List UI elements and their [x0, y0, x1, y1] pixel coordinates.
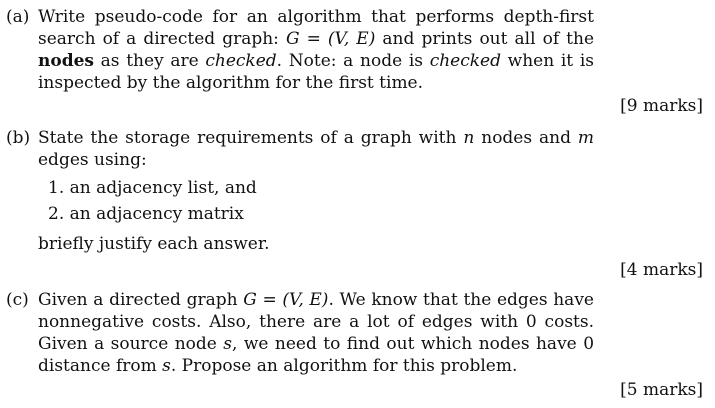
math-expression: 0 [583, 334, 595, 354]
text-run: when it is inspected by the algorithm for the first time. [38, 51, 594, 93]
marks-label: [5 marks] [620, 380, 703, 400]
bold-term: nodes [38, 51, 94, 71]
text-run: . We know that the edges have nonnegative costs. Also, there are a lot of edges with [38, 290, 594, 332]
text-run: nodes and [474, 128, 578, 148]
text-run: and prints out all of the [375, 29, 595, 49]
text-run: Write pseudo-code for an algorithm that performs depth-first search of a directed graph: [38, 7, 594, 49]
math-expression: s [223, 334, 232, 354]
emphasis-term: checked [205, 51, 277, 71]
text-run: costs. Given a source node [38, 312, 594, 354]
marks-label: [9 marks] [620, 96, 703, 116]
math-expression: m [577, 128, 595, 148]
text-run: , we need to find out which nodes have [232, 334, 584, 354]
question-label: (b) [6, 128, 31, 148]
text-run: . Note: a node is [276, 51, 430, 71]
question-text-after: briefly justify each answer. [38, 234, 270, 254]
text-run: Given a directed graph [38, 290, 244, 310]
question-text [38, 289, 594, 377]
marks-label: [4 marks] [620, 260, 703, 280]
text-run: . Propose an algorithm for this problem. [170, 356, 518, 376]
list-item: 1. an adjacency list, and [48, 178, 257, 198]
text-run: as they are [93, 51, 206, 71]
text-run: distance from [38, 356, 163, 376]
list-item: 2. an adjacency matrix [48, 204, 244, 224]
question-text [38, 127, 594, 171]
question-label: (c) [6, 290, 29, 310]
emphasis-term: checked [429, 51, 501, 71]
math-expression: s [162, 356, 171, 376]
math-expression: n [463, 128, 475, 148]
question-label: (a) [6, 7, 30, 27]
question-text [38, 6, 594, 94]
text-run: edges using: [38, 150, 147, 170]
math-expression: G = (V, E) [243, 290, 329, 310]
math-expression: 0 [525, 312, 537, 332]
text-run: State the storage requirements of a graph with [38, 128, 464, 148]
math-expression: G = (V, E) [285, 29, 376, 49]
